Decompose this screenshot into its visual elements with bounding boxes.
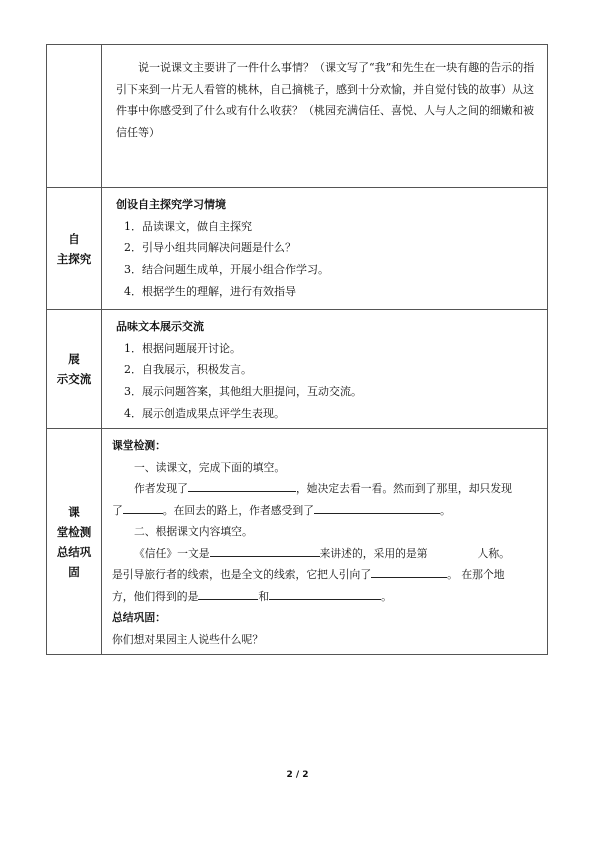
section-heading: 总结巩固： xyxy=(112,611,166,625)
row-label xyxy=(47,188,102,310)
row-label xyxy=(47,310,102,429)
list-item: 4．展示创造成果点评学生表现。 xyxy=(124,406,285,420)
table-row xyxy=(47,188,548,310)
fill-text: 。 xyxy=(439,503,451,517)
row-label xyxy=(47,45,102,188)
blank-line xyxy=(198,587,258,600)
label-line: 示交流 xyxy=(56,372,92,387)
final-question: 你们想对果园主人说些什么呢？ xyxy=(112,632,264,646)
lesson-table xyxy=(46,44,548,655)
page-number: 2 / 2 xyxy=(286,770,309,780)
blank-line xyxy=(210,544,320,557)
section-heading: 课堂检测： xyxy=(112,439,166,453)
label-line: 固 xyxy=(68,564,80,579)
label-line: 自 xyxy=(68,231,80,246)
question-2: 二、根据课文内容填空。 xyxy=(134,525,253,539)
fill-text: 是引导旅行者的线索，也是全文的线索，它把人引向了 xyxy=(112,568,372,582)
exchange-cell xyxy=(102,310,548,429)
fill-line xyxy=(112,586,541,608)
table-row xyxy=(47,310,548,429)
label-line: 主探究 xyxy=(56,251,92,266)
list-item: 2．引导小组共同解决问题是什么？ xyxy=(124,241,296,255)
label-line: 课 xyxy=(68,504,80,519)
section-heading: 创设自主探究学习情境 xyxy=(116,198,226,211)
section-heading: 品味文本展示交流 xyxy=(116,320,204,333)
fill-text: 和 xyxy=(258,589,270,603)
blank-line xyxy=(371,565,447,578)
fill-text: 来讲述的，采用的是第 xyxy=(319,546,428,560)
fill-text: 方，他们得到的是 xyxy=(112,589,199,603)
list-item: 3．结合问题生成单，开展小组合作学习。 xyxy=(124,262,329,276)
list-item: 4．根据学生的理解，进行有效指导 xyxy=(124,284,296,298)
table-row xyxy=(47,45,548,188)
row-label xyxy=(47,429,102,655)
fill-text: 。在回去的路上，作者感受到了 xyxy=(162,503,314,517)
blank-line xyxy=(269,587,381,600)
label-line: 总结巩 xyxy=(56,544,92,559)
blank-line xyxy=(314,501,440,514)
fill-line xyxy=(112,500,541,522)
fill-line xyxy=(112,478,541,500)
fill-text: 。 xyxy=(381,589,392,603)
discussion-cell xyxy=(102,45,548,188)
fill-text: 作者发现了 xyxy=(134,482,188,496)
fill-line xyxy=(112,564,541,586)
explore-cell xyxy=(102,188,548,310)
fill-text: 了 xyxy=(112,503,123,517)
label-line: 堂检测 xyxy=(56,524,92,539)
question-1: 一、读课文，完成下面的填空。 xyxy=(134,460,286,474)
list-item: 1．根据问题展开讨论。 xyxy=(124,341,241,355)
list-item: 3．展示问题答案，其他组大胆提问，互动交流。 xyxy=(124,384,362,398)
label-line: 展 xyxy=(68,352,80,367)
fill-text: 。 在那个地 xyxy=(447,568,505,582)
fill-text: ，她决定去看一看。然而到了那里，却只发现 xyxy=(295,482,512,496)
list-item: 2．自我展示，积极发言。 xyxy=(124,363,252,377)
table-row xyxy=(47,429,548,655)
list-item: 1．品读课文，做自主探究 xyxy=(124,219,252,233)
test-cell xyxy=(102,429,548,655)
blank-line xyxy=(123,501,163,514)
blank-line xyxy=(188,479,296,492)
fill-line xyxy=(112,543,541,565)
discussion-text: 说一说课文主要讲了一件什么事情？（课文写了“我”和先生在一块有趣的告示的指引下来到一片无人看管的桃林，自己摘桃子，感到十分欢愉，并自觉付钱的故事）从这件事中你感受到了什么或有什么收获？（桃园充满信任、喜悦、人与人之间的细嫩和被信任等） xyxy=(116,61,535,139)
fill-text: 人称。 xyxy=(477,546,510,560)
fill-text: 《信任》一文是 xyxy=(134,546,210,560)
